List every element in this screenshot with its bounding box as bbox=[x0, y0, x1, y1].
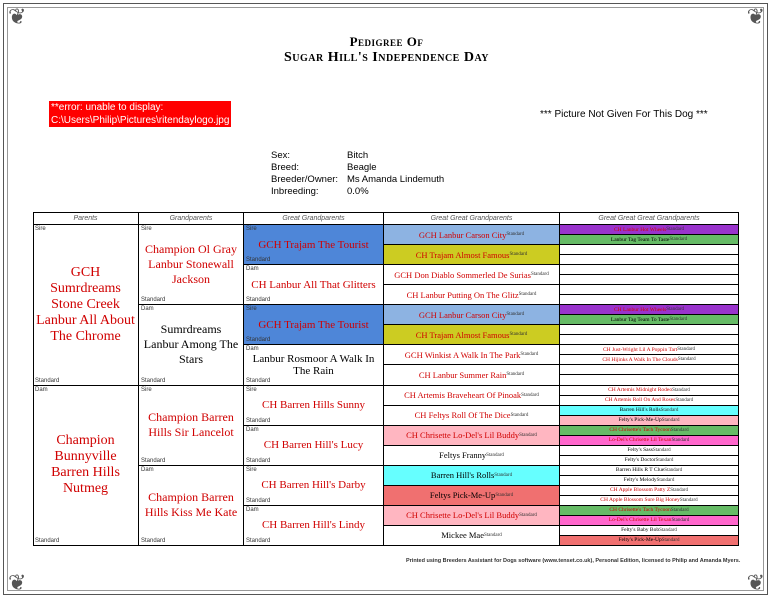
owner-label: Breeder/Owner: bbox=[271, 174, 339, 185]
dog-name: Lanbur Rosmoor A Walk In The Rain bbox=[252, 352, 375, 377]
dog-name: Felty's Melody bbox=[623, 477, 657, 484]
dog-name: GCH Lanbur Carson City bbox=[418, 229, 507, 240]
pedigree-cell bbox=[244, 305, 384, 345]
footer-note: Printed using Breeders Assistant for Dogs software (www.tenset.co.uk), Personal Edition, licensed to Philip and Amanda Myers. bbox=[406, 558, 741, 564]
standard-tag: Standard bbox=[671, 437, 690, 443]
dog-name: CH Barren Hill's Darby bbox=[261, 479, 366, 492]
standard-tag: Standard bbox=[669, 237, 688, 243]
pedigree-cell bbox=[560, 245, 739, 255]
standard-tag: Standard bbox=[246, 457, 271, 464]
sire-dam-tag: Sire bbox=[246, 386, 257, 393]
dog-name: Barren Hill's Rolls bbox=[619, 407, 661, 414]
pedigree-cell bbox=[384, 386, 560, 406]
standard-tag: Standard bbox=[486, 452, 504, 458]
standard-tag: Standard bbox=[518, 292, 537, 298]
dog-name: CH Barren Hill's Lucy bbox=[263, 439, 364, 452]
sire-dam-tag: Sire bbox=[141, 386, 152, 393]
sire-dam-tag: Dam bbox=[246, 426, 259, 433]
dog-name: Champion Barren Hills Sir Lancelot bbox=[148, 410, 234, 440]
standard-tag: Standard bbox=[141, 538, 166, 544]
corner-ornament-bl: ❦ bbox=[8, 570, 27, 595]
standard-tag: Standard bbox=[656, 477, 675, 483]
column-header: Grandparents bbox=[139, 212, 244, 225]
column-header: Great Grandparents bbox=[244, 212, 384, 225]
dog-name: CH Apple Blossom Patty Z bbox=[610, 487, 671, 494]
standard-tag: Standard bbox=[506, 312, 525, 318]
dog-name: CH Chrisette Lo-Del's Lil Buddy bbox=[406, 510, 520, 521]
error-line1: **error: unable to display: bbox=[51, 102, 164, 113]
dog-name: Mickee Mae bbox=[441, 530, 484, 541]
title-line2: Sugar Hill's Independence Day bbox=[283, 50, 489, 65]
column-header: Great Great Grandparents bbox=[384, 212, 560, 225]
pedigree-cell bbox=[384, 486, 560, 506]
pedigree-cell bbox=[560, 476, 739, 486]
corner-ornament-br: ❦ bbox=[746, 570, 765, 595]
pedigree-cell bbox=[384, 365, 560, 385]
dog-name: CH Chrisette's Tach Tycoon bbox=[609, 427, 671, 434]
pedigree-cell bbox=[560, 275, 739, 285]
standard-tag: Standard bbox=[661, 417, 680, 423]
standard-tag: Standard bbox=[670, 427, 689, 433]
standard-tag: Standard bbox=[506, 372, 525, 378]
dog-name: CH Feltys Roll Of The Dice bbox=[414, 410, 511, 421]
standard-tag: Standard bbox=[670, 487, 688, 493]
standard-tag: Standard bbox=[519, 432, 537, 438]
pedigree-cell bbox=[560, 416, 739, 426]
sex-label: Sex: bbox=[271, 150, 291, 161]
column-header: Great Great Great Grandparents bbox=[560, 212, 739, 225]
standard-tag: Standard bbox=[660, 407, 679, 413]
standard-tag: Standard bbox=[509, 332, 528, 338]
pedigree-cell bbox=[33, 386, 139, 547]
pedigree-cell bbox=[560, 265, 739, 275]
pedigree-cell bbox=[384, 305, 560, 325]
corner-ornament-tr: ❦ bbox=[746, 4, 765, 29]
standard-tag: Standard bbox=[246, 257, 271, 264]
pedigree-cell bbox=[560, 446, 739, 456]
standard-tag: Standard bbox=[483, 532, 502, 538]
pedigree-cell bbox=[560, 325, 739, 335]
pedigree-cell bbox=[384, 526, 560, 546]
pedigree-cell bbox=[384, 426, 560, 446]
standard-tag: Standard bbox=[246, 538, 271, 544]
sire-dam-tag: Sire bbox=[141, 226, 152, 232]
dog-name: GCH Don Diablo Sommerled De Surias bbox=[394, 269, 531, 280]
dog-name: CH Lanbur All That Glitters bbox=[251, 278, 376, 291]
sire-dam-tag: Sire bbox=[246, 226, 257, 232]
dog-name: CH Barren Hill's Lindy bbox=[261, 519, 366, 532]
standard-tag: Standard bbox=[669, 317, 688, 323]
dog-name: GCH Winkist A Walk In The Park bbox=[404, 349, 521, 360]
dog-name: Felty's Sass bbox=[627, 447, 653, 454]
dog-name: CH Artemis Roll On And Roses bbox=[604, 397, 676, 404]
standard-tag: Standard bbox=[671, 517, 690, 523]
dog-name: CH Artemis Braveheart Of Pinoak bbox=[404, 390, 522, 401]
dog-name: CH Lanbur Summer Rain bbox=[418, 369, 507, 380]
dog-name: CH Chrisette's Tach Tycoon bbox=[609, 507, 671, 514]
pedigree-cell bbox=[560, 406, 739, 416]
standard-tag: Standard bbox=[506, 232, 525, 238]
dog-name: CH Chrisette Lo-Del's Lil Buddy bbox=[406, 430, 520, 441]
dog-info bbox=[271, 150, 444, 198]
pedigree-cell bbox=[384, 285, 560, 305]
dog-name: Felty's Baby Bob bbox=[621, 527, 660, 534]
dog-name: Champion Bunnyville Barren Hills Nutmeg bbox=[51, 433, 120, 497]
standard-tag: Standard bbox=[675, 397, 694, 403]
pedigree-cell bbox=[560, 436, 739, 446]
pedigree-cell bbox=[384, 466, 560, 486]
dog-name: Felty's Doctor bbox=[624, 457, 656, 464]
standard-tag: Standard bbox=[246, 337, 271, 344]
dog-name: Feltys Pick-Me-Up bbox=[429, 490, 496, 501]
error-line2: C:\Users\Philip\Pictures\ritendaylogo.jpg bbox=[51, 115, 230, 126]
pedigree-cell bbox=[560, 396, 739, 406]
standard-tag: Standard bbox=[530, 272, 549, 278]
pedigree-cell bbox=[244, 225, 384, 265]
column-header: Parents bbox=[33, 212, 139, 225]
dog-name: Barren Hill's Rolls bbox=[430, 470, 495, 481]
breed-label: Breed: bbox=[271, 162, 299, 173]
pedigree-cell bbox=[560, 345, 739, 355]
pedigree-cell bbox=[560, 375, 739, 385]
sire-dam-tag: Dam bbox=[141, 466, 154, 473]
sire-dam-tag: Dam bbox=[141, 306, 154, 313]
dog-name: CH Apple Blossom Sure Big Honey bbox=[600, 497, 680, 504]
dog-name: GCH Trajam The Tourist bbox=[258, 318, 369, 331]
dog-name: Felty's Pick-Me-Up bbox=[618, 537, 662, 544]
standard-tag: Standard bbox=[495, 492, 514, 498]
standard-tag: Standard bbox=[679, 497, 698, 503]
pedigree-cell bbox=[33, 225, 139, 386]
pedigree-cell bbox=[244, 386, 384, 426]
dog-name: Lo-Del's Chrisette Lil Texan bbox=[608, 437, 672, 444]
dog-name: CH Trajam Almost Famous bbox=[415, 329, 510, 340]
sire-dam-tag: Sire bbox=[246, 306, 257, 313]
title-line1: Pedigree Of bbox=[349, 34, 424, 49]
dog-name: Feltys Franny bbox=[439, 450, 487, 461]
dog-name: Champion Ol Gray Lanbur Stonewall Jackson bbox=[145, 242, 237, 287]
pedigree-cell bbox=[560, 386, 739, 396]
error-message bbox=[49, 101, 231, 127]
sire-dam-tag: Dam bbox=[35, 386, 48, 393]
pedigree-cell bbox=[560, 225, 739, 235]
pedigree-cell bbox=[560, 285, 739, 295]
dog-name: Lanbur Tag Team To Taste bbox=[610, 236, 670, 243]
standard-tag: Standard bbox=[664, 467, 683, 473]
pedigree-cell bbox=[560, 486, 739, 496]
pedigree-cell bbox=[560, 335, 739, 345]
dog-name: GCH Lanbur Carson City bbox=[418, 309, 507, 320]
dog-name: CH Lanbur Hot Wheels bbox=[613, 226, 667, 233]
standard-tag: Standard bbox=[666, 227, 685, 233]
pedigree-cell bbox=[384, 345, 560, 365]
sex-value: Bitch bbox=[347, 150, 369, 161]
owner-value: Ms Amanda Lindemuth bbox=[347, 174, 445, 185]
standard-tag: Standard bbox=[521, 392, 539, 398]
pedigree-cell bbox=[384, 245, 560, 265]
pedigree-cell bbox=[384, 225, 560, 245]
standard-tag: Standard bbox=[661, 537, 680, 543]
standard-tag: Standard bbox=[659, 527, 677, 533]
sire-dam-tag: Sire bbox=[246, 466, 257, 473]
pedigree-cell bbox=[384, 325, 560, 345]
standard-tag: Standard bbox=[141, 457, 166, 464]
pedigree-cell bbox=[560, 526, 739, 536]
pedigree-cell bbox=[244, 506, 384, 546]
pedigree-cell bbox=[560, 426, 739, 436]
standard-tag: Standard bbox=[677, 347, 696, 353]
standard-tag: Standard bbox=[655, 457, 674, 463]
corner-ornament-tl: ❦ bbox=[8, 4, 27, 29]
standard-tag: Standard bbox=[246, 417, 271, 424]
dog-name: Lo-Del's Chrisette Lil Texan bbox=[608, 517, 672, 524]
pedigree-cell bbox=[139, 305, 244, 385]
pedigree-cell bbox=[560, 295, 739, 305]
dog-name: CH Lanbur Hot Wheels bbox=[613, 306, 667, 313]
dog-name: Sumrdreams Lanbur Among The Stars bbox=[143, 322, 239, 367]
dog-name: Lanbur Tag Team To Taste bbox=[610, 316, 670, 323]
standard-tag: Standard bbox=[672, 387, 690, 393]
pedigree-cell bbox=[560, 496, 739, 506]
dog-name: GCH Trajam The Tourist bbox=[258, 238, 369, 251]
dog-name: Barren Hills R T Clue bbox=[615, 467, 665, 474]
standard-tag: Standard bbox=[35, 377, 60, 384]
inbreeding-value: 0.0% bbox=[347, 186, 369, 197]
dog-name: GCH Sumrdreams Stone Creek Lanbur All About The Chrome bbox=[36, 264, 135, 344]
pedigree-cell bbox=[560, 365, 739, 375]
inbreeding-label: Inbreeding: bbox=[271, 186, 319, 197]
pedigree-cell bbox=[139, 386, 244, 466]
pedigree-cell bbox=[384, 265, 560, 285]
dog-name: CH Just-Wright Lil A Poppin Tart bbox=[602, 346, 678, 353]
pedigree-cell bbox=[139, 466, 244, 546]
breed-value: Beagle bbox=[347, 162, 377, 173]
dog-name: CH Barren Hills Sunny bbox=[262, 399, 365, 412]
pedigree-cell bbox=[560, 466, 739, 476]
standard-tag: Standard bbox=[35, 538, 60, 544]
pedigree-cell bbox=[244, 466, 384, 506]
standard-tag: Standard bbox=[520, 352, 539, 358]
pedigree-cell bbox=[560, 536, 739, 546]
pedigree-cell bbox=[560, 456, 739, 466]
sire-dam-tag: Sire bbox=[35, 226, 46, 232]
pedigree-cell bbox=[560, 315, 739, 325]
no-picture-note: *** Picture Not Given For This Dog *** bbox=[540, 109, 708, 120]
pedigree-cell bbox=[384, 406, 560, 426]
pedigree-cell bbox=[560, 255, 739, 265]
dog-name: Felty's Pick-Me-Up bbox=[618, 417, 662, 424]
standard-tag: Standard bbox=[246, 497, 271, 504]
pedigree-cell bbox=[560, 506, 739, 516]
dog-name: CH Artemis Midnight Rodeo bbox=[608, 387, 673, 394]
standard-tag: Standard bbox=[510, 412, 529, 418]
sire-dam-tag: Dam bbox=[246, 266, 259, 273]
standard-tag: Standard bbox=[141, 297, 166, 304]
pedigree-cell bbox=[244, 265, 384, 305]
pedigree-cell bbox=[384, 506, 560, 526]
dog-name: CH Trajam Almost Famous bbox=[415, 249, 510, 260]
pedigree-cell bbox=[384, 446, 560, 466]
standard-tag: Standard bbox=[141, 377, 166, 384]
sire-dam-tag: Dam bbox=[246, 506, 259, 513]
standard-tag: Standard bbox=[666, 307, 685, 313]
standard-tag: Standard bbox=[246, 377, 271, 384]
dog-name: Champion Barren Hills Kiss Me Kate bbox=[144, 490, 238, 520]
standard-tag: Standard bbox=[652, 447, 671, 453]
pedigree-cell bbox=[560, 516, 739, 526]
pedigree-cell bbox=[244, 345, 384, 385]
pedigree-cell bbox=[560, 235, 739, 245]
pedigree-cell bbox=[560, 305, 739, 315]
standard-tag: Standard bbox=[519, 512, 537, 518]
dog-name: CH Hijinks A Walk In The Clouds bbox=[602, 356, 678, 363]
pedigree-cell bbox=[560, 355, 739, 365]
standard-tag: Standard bbox=[670, 507, 689, 513]
standard-tag: Standard bbox=[494, 472, 513, 478]
dog-name: CH Lanbur Putting On The Glitz bbox=[406, 289, 519, 300]
sire-dam-tag: Dam bbox=[246, 346, 259, 353]
pedigree-cell bbox=[244, 426, 384, 466]
standard-tag: Standard bbox=[677, 357, 696, 363]
standard-tag: Standard bbox=[246, 297, 271, 304]
pedigree-cell bbox=[139, 225, 244, 305]
standard-tag: Standard bbox=[509, 252, 528, 258]
